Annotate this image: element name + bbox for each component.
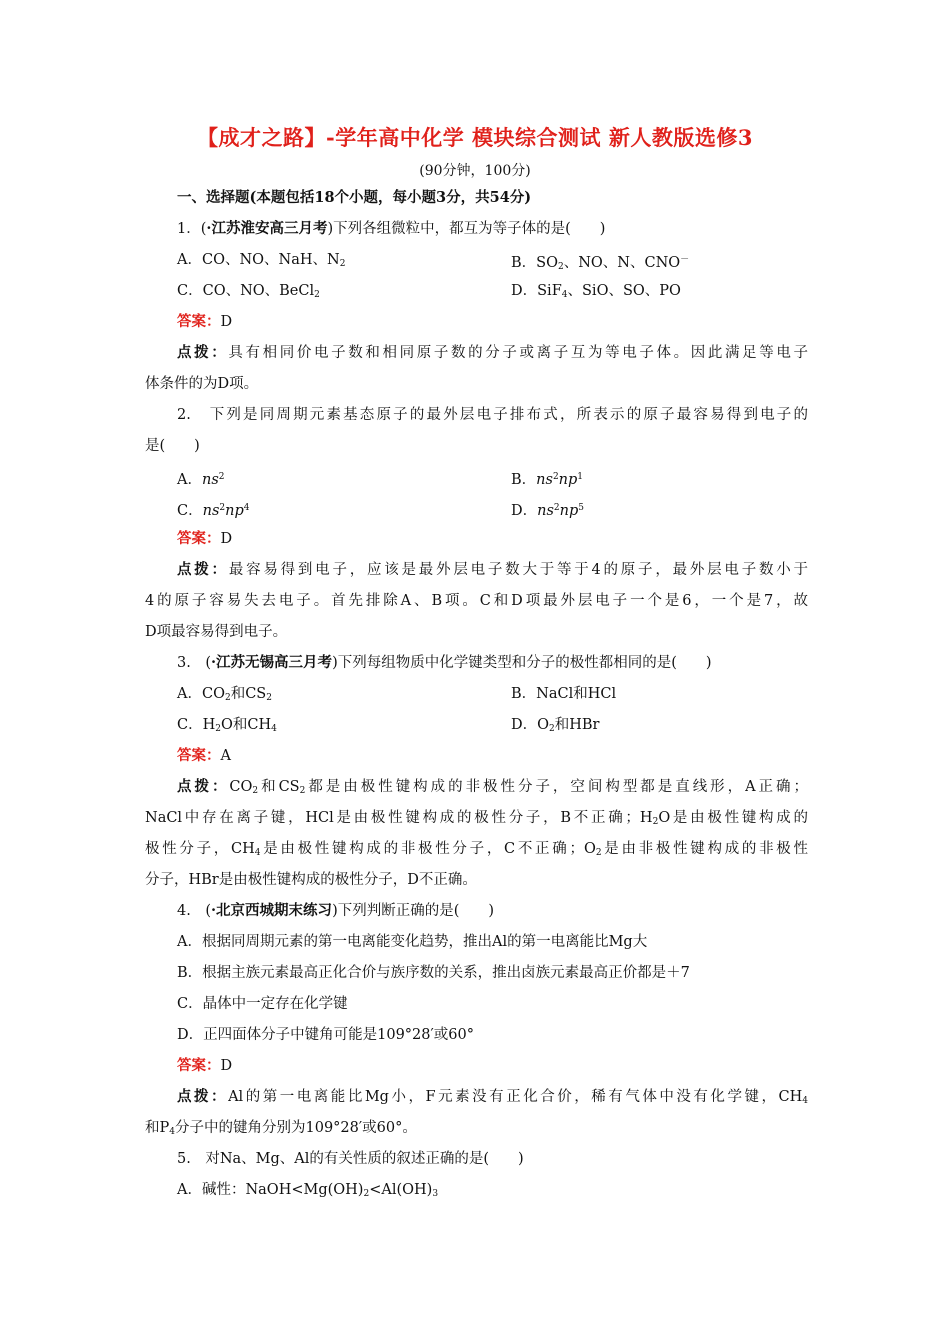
question-2-option-a: A．$ns^2$ (177, 472, 225, 488)
section-heading: 一、选择题(本题包括18个小题，每小题3分，共54分) (177, 189, 532, 206)
question-5-option-a: A．碱性：$NaOH<Mg(OH)_2<Al(OH)_3$ (177, 1182, 439, 1199)
question-4-answer: 答案：D (177, 1057, 233, 1074)
question-2-hint-line-3: D项最容易得到电子。 (145, 624, 288, 640)
question-3-answer: 答案：A (177, 747, 231, 764)
question-1-option-c: C．CO、NO、BeCl$_2$ (177, 283, 320, 300)
question-3-option-d: D．$O_2$和HBr (511, 717, 600, 734)
question-4-hint-line-2: 和$P_4$分子中的键角分别为109°28′或60°。 (145, 1120, 417, 1137)
question-4-option-a: A．根据同周期元素的第一电离能变化趋势，推出Al的第一电离能比Mg大 (177, 934, 648, 950)
question-1-hint-line-1: 点拨：具有相同价电子数和相同原子数的分子或离子互为等电子体。因此满足等电子 (177, 344, 808, 361)
question-4-option-c: C．晶体中一定存在化学键 (177, 996, 348, 1012)
question-5-stem: 5. 对Na、Mg、Al的有关性质的叙述正确的是( ) (177, 1151, 524, 1167)
question-2-hint-line-2: 4的原子容易失去电子。首先排除A、B项。C和D项最外层电子一个是6，一个是7，故 (145, 593, 808, 609)
question-1-answer: 答案：D (177, 313, 233, 330)
question-4-stem: 4. (·北京西城期末练习)下列判断正确的是( ) (177, 902, 495, 919)
question-4-hint-line-1: 点拨：Al的第一电离能比Mg小，F元素没有正化合价，稀有气体中没有化学键，$CH_4$ (177, 1088, 808, 1106)
question-1-option-b: B．$SO_2$、NO、N、CNO－ (511, 255, 690, 272)
question-3-option-a: A．$CO_2$和$CS_2$ (177, 686, 272, 703)
question-3-option-c: C．$H_2O$和$CH_4$ (177, 717, 277, 734)
question-3-option-b: B．NaCl和HCl (511, 686, 617, 702)
question-3-hint-line-1: 点拨：$CO_2$和$CS_2$都是由极性键构成的非极性分子，空间构型都是直线形，A正确； (177, 778, 809, 796)
document-title: 【成才之路】-学年高中化学 模块综合测试 新人教版选修3 (197, 125, 753, 150)
question-2-option-b: B．$ns^2np^1$ (511, 472, 584, 488)
question-3-hint-line-4: 分子，HBr是由极性键构成的极性分子，D不正确。 (145, 872, 477, 888)
question-2-option-d: D．$ns^2np^5$ (511, 503, 585, 519)
question-1-option-d: D．SiF$_4$、SiO、SO、PO (511, 283, 681, 300)
question-3-stem: 3. (·江苏无锡高三月考)下列每组物质中化学键类型和分子的极性都相同的是( ) (177, 654, 712, 671)
question-2-hint-line-1: 点拨：最容易得到电子，应该是最外层电子数大于等于4的原子，最外层电子数小于 (177, 561, 809, 578)
document-subtitle: (90分钟，100分) (419, 163, 531, 179)
question-3-hint-line-2: NaCl中存在离子键，HCl是由极性键构成的极性分子，B不正确；$H_2O$是由极性键构成的 (145, 810, 808, 827)
question-4-option-d: D．正四面体分子中键角可能是109°28′或60° (177, 1027, 474, 1043)
question-2-stem-line-1: 2. 下列是同周期元素基态原子的最外层电子排布式，所表示的原子最容易得到电子的 (177, 407, 808, 423)
question-3-hint-line-3: 极性分子，$CH_4$是由极性键构成的非极性分子，C不正确；$O_2$是由非极性键构成的非极性 (145, 841, 809, 858)
question-2-option-c: C．$ns^2np^4$ (177, 503, 250, 519)
question-1-stem: 1．(·江苏淮安高三月考)下列各组微粒中，都互为等子体的是( ) (177, 220, 606, 237)
question-2-stem-line-2: 是( ) (145, 438, 200, 454)
question-2-answer: 答案：D (177, 530, 233, 547)
question-1-option-a: A．CO、NO、NaH、$N_2$ (177, 252, 346, 269)
question-4-option-b: B．根据主族元素最高正化合价与族序数的关系，推出卤族元素最高正价都是＋7 (177, 965, 690, 981)
question-1-hint-line-2: 体条件的为D项。 (145, 376, 259, 392)
